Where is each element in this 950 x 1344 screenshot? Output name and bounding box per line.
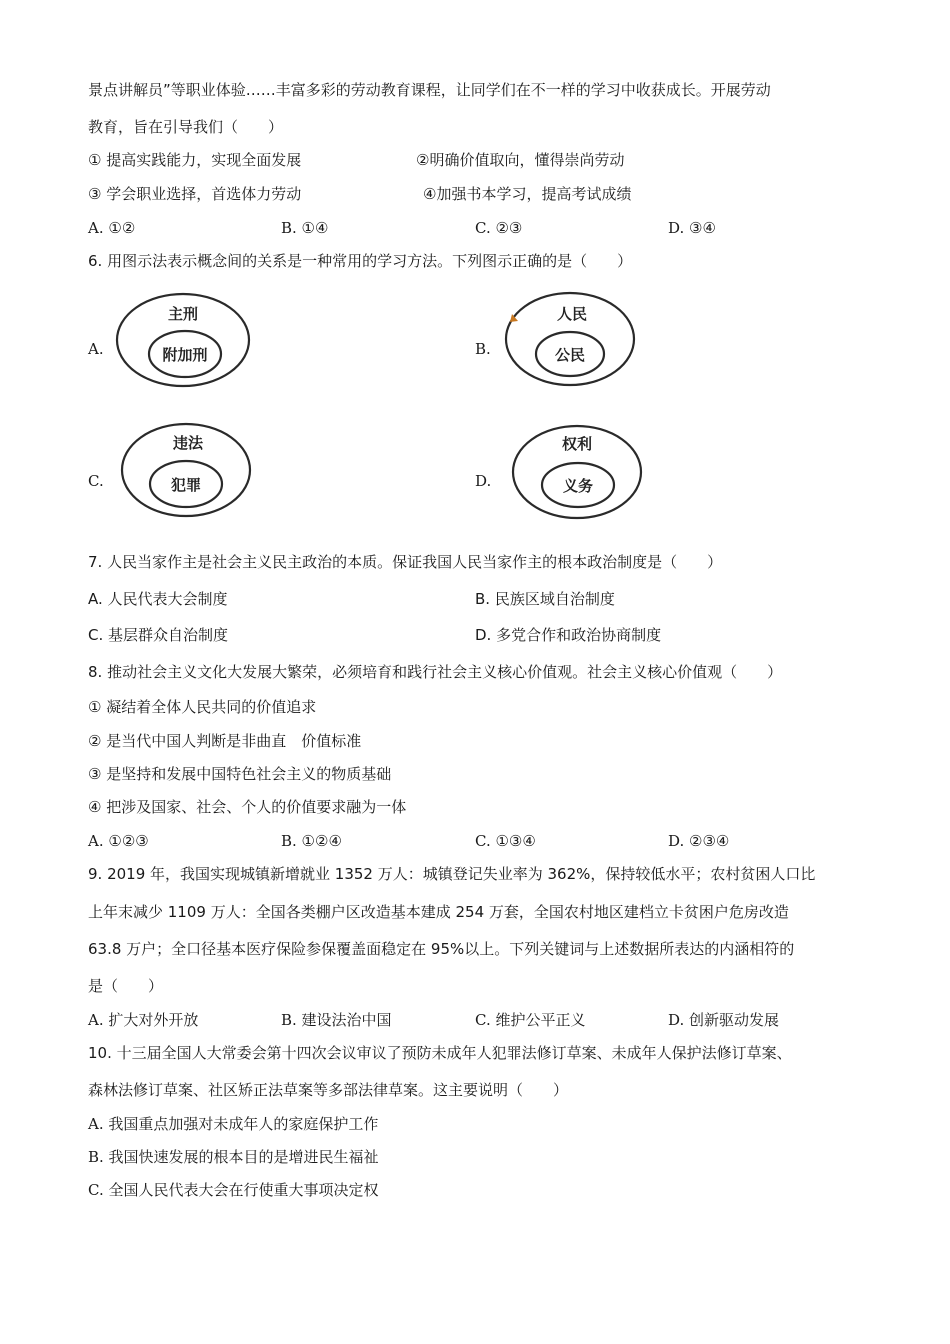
q9-stem-line1: 9. 2019 年，我国实现城镇新增就业 1352 万人：城镇登记失业率为 362%，保持较低水平；农村贫困人口比 — [88, 865, 816, 883]
q7-stem: 7. 人民当家作主是社会主义民主政治的本质。保证我国人民当家作主的根本政治制度是（ ） — [88, 553, 723, 571]
q6-option-a-letter[interactable]: A. — [88, 340, 104, 358]
q10-option-b[interactable]: B. 我国快速发展的根本目的是增进民生福祉 — [88, 1148, 379, 1166]
q8-statement-4: ④ 把涉及国家、社会、个人的价值要求融为一体 — [88, 798, 407, 816]
q7-option-c[interactable]: C. 基层群众自治制度 — [88, 626, 229, 644]
q8-option-d[interactable]: D. ②③④ — [668, 832, 730, 850]
q6-option-b-letter[interactable]: B. — [475, 340, 491, 358]
q9-option-c[interactable]: C. 维护公平正义 — [475, 1011, 586, 1029]
inner-label: 公民 — [554, 346, 586, 364]
q9-option-d[interactable]: D. 创新驱动发展 — [668, 1011, 780, 1029]
inner-label: 附加刑 — [162, 346, 208, 364]
q5-statement-4: ④加强书本学习，提高考试成绩 — [423, 185, 632, 203]
q6-option-c-letter[interactable]: C. — [88, 472, 104, 490]
q5-statement-2: ②明确价值取向，懂得崇尚劳动 — [416, 151, 625, 169]
q10-stem-line2: 森林法修订草案、社区矫正法草案等多部法律草案。这主要说明（ ） — [88, 1081, 569, 1099]
outer-label: 权利 — [561, 435, 593, 453]
q6-diagram-a — [115, 292, 255, 392]
outer-label: 主刑 — [167, 305, 199, 323]
q5-option-d[interactable]: D. ③④ — [668, 219, 716, 237]
inner-label: 义务 — [562, 477, 594, 495]
q6-diagram-c — [120, 422, 260, 522]
outer-label: 违法 — [172, 434, 204, 452]
q5-stem-line2: 教育，旨在引导我们（ ） — [88, 118, 284, 136]
q6-diagram-d — [511, 424, 651, 524]
q9-stem-line4: 是（ ） — [88, 977, 164, 995]
q8-statement-1: ① 凝结着全体人民共同的价值追求 — [88, 698, 317, 716]
q8-statement-3: ③ 是坚持和发展中国特色社会主义的物质基础 — [88, 765, 392, 783]
q5-option-b[interactable]: B. ①④ — [281, 219, 329, 237]
q9-stem-line3: 63.8 万户；全口径基本医疗保险参保覆盖面稳定在 95%以上。下列关键词与上述数据所表达的内涵相符的 — [88, 940, 795, 958]
q5-statement-1: ① 提高实践能力，实现全面发展 — [88, 151, 302, 169]
q5-option-a[interactable]: A. ①② — [88, 219, 136, 237]
q8-statement-2: ② 是当代中国人判断是非曲直 价值标准 — [88, 732, 362, 750]
q10-option-c[interactable]: C. 全国人民代表大会在行使重大事项决定权 — [88, 1181, 379, 1199]
inner-label: 犯罪 — [170, 476, 202, 494]
q8-option-c[interactable]: C. ①③④ — [475, 832, 536, 850]
q9-option-a[interactable]: A. 扩大对外开放 — [88, 1011, 199, 1029]
q5-stem-line1: 景点讲解员”等职业体验……丰富多彩的劳动教育课程，让同学们在不一样的学习中收获成长。开展劳动 — [88, 81, 771, 99]
q8-stem: 8. 推动社会主义文化大发展大繁荣，必须培育和践行社会主义核心价值观。社会主义核心价值观（ ） — [88, 663, 783, 681]
q7-option-b[interactable]: B. 民族区域自治制度 — [475, 590, 615, 608]
q7-option-a[interactable]: A. 人民代表大会制度 — [88, 590, 228, 608]
q5-statement-3: ③ 学会职业选择，首选体力劳动 — [88, 185, 302, 203]
q6-option-d-letter[interactable]: D. — [475, 472, 492, 490]
q10-option-a[interactable]: A. 我国重点加强对未成年人的家庭保护工作 — [88, 1115, 379, 1133]
q10-stem-line1: 10. 十三届全国人大常委会第十四次会议审议了预防未成年人犯罪法修订草案、未成年人保护法修订草案、 — [88, 1044, 792, 1062]
q9-stem-line2: 上年末减少 1109 万人：全国各类棚户区改造基本建成 254 万套，全国农村地区建档立卡贫困户危房改造 — [88, 903, 789, 921]
q6-diagram-b — [504, 291, 644, 391]
q8-option-b[interactable]: B. ①②④ — [281, 832, 342, 850]
q9-option-b[interactable]: B. 建设法治中国 — [281, 1011, 392, 1029]
q5-option-c[interactable]: C. ②③ — [475, 219, 523, 237]
q8-option-a[interactable]: A. ①②③ — [88, 832, 149, 850]
outer-label: 人民 — [556, 305, 588, 323]
q7-option-d[interactable]: D. 多党合作和政治协商制度 — [475, 626, 662, 644]
q6-stem: 6. 用图示法表示概念间的关系是一种常用的学习方法。下列图示正确的是（ ） — [88, 252, 633, 270]
